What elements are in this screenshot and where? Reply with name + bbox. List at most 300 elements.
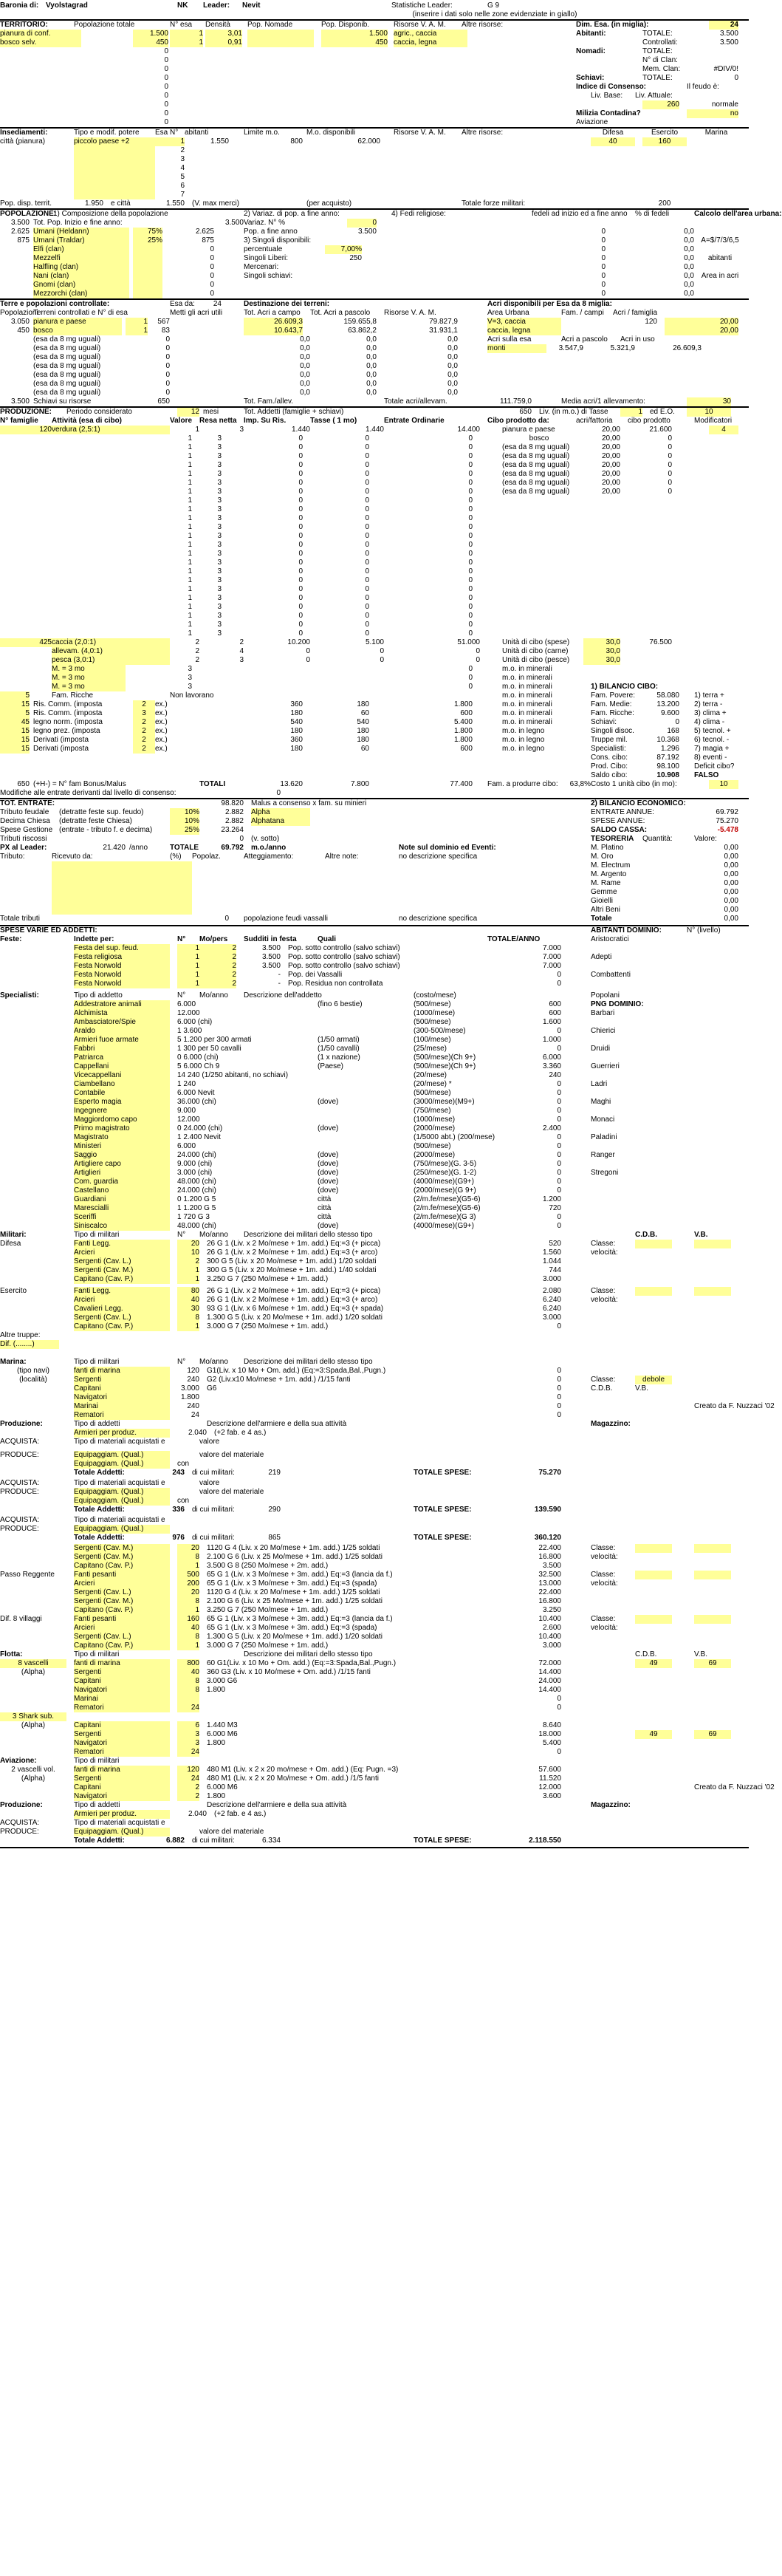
spec-name[interactable]: Esperto magia <box>74 1098 170 1107</box>
spec-desc: (1/50 cavalli) <box>318 1045 360 1053</box>
sheet-row <box>0 199 749 208</box>
spec-name[interactable]: Primo magistrato <box>74 1124 170 1133</box>
mil-n[interactable]: 20 <box>177 1544 199 1553</box>
spec-name[interactable]: Com. guardia <box>74 1178 170 1186</box>
prod-first[interactable]: verdura (2,5:1) <box>52 426 170 434</box>
classe-val[interactable] <box>635 1615 672 1624</box>
classe: Classe: <box>591 1376 616 1384</box>
terre-name[interactable]: pianura e paese <box>33 318 122 327</box>
spec-name[interactable]: Sceriffi <box>74 1213 170 1222</box>
comm-n[interactable]: 15 <box>0 727 30 736</box>
festa-mo[interactable]: 2 <box>199 944 236 953</box>
prod-first[interactable]: 1 <box>195 426 199 434</box>
flotta-n[interactable]: 24 <box>177 1704 199 1712</box>
pop-race[interactable]: Halfling (clan) <box>33 263 129 272</box>
comm-n[interactable]: 45 <box>0 718 30 727</box>
fedeli-perc: 0,0 <box>684 290 694 298</box>
spec-name[interactable]: Ciambellano <box>74 1080 170 1089</box>
mil-n[interactable]: 160 <box>177 1615 199 1624</box>
territorio-cell[interactable]: 1 <box>170 30 203 38</box>
mil-n[interactable]: 1 <box>177 1606 199 1615</box>
prod-caccia[interactable]: caccia (2,0:1) <box>52 638 170 647</box>
mar-name[interactable]: Navigatori <box>74 1393 170 1402</box>
festa-n[interactable]: 1 <box>177 962 199 971</box>
aviaz-n[interactable]: 120 <box>177 1766 199 1774</box>
entrate-pct[interactable]: 25% <box>170 826 199 835</box>
spec-name[interactable]: Marescialli <box>74 1204 170 1213</box>
terre-acrifam[interactable]: 20,00 <box>665 327 738 335</box>
shark-name[interactable]: Navigatori <box>74 1739 170 1748</box>
mil-n[interactable]: 1 <box>177 1641 199 1650</box>
mil-name[interactable]: Fanti Legg. <box>74 1240 170 1248</box>
trib-input[interactable] <box>52 906 170 915</box>
pop-perc[interactable]: 75% <box>133 228 162 236</box>
ed-val[interactable]: 10 <box>687 408 731 417</box>
spec-tot: 600 <box>549 1009 561 1017</box>
perc[interactable]: 7,00% <box>325 245 362 254</box>
terre-name[interactable]: bosco <box>33 327 122 335</box>
spec-name[interactable]: Cappellani <box>74 1062 170 1071</box>
trib-input[interactable] <box>170 870 192 879</box>
terre-esa8: (esa da 8 mg uguali) <box>33 371 101 379</box>
aviaz-n[interactable]: 2 <box>177 1792 199 1801</box>
baronia-name[interactable]: Vyolstagrad <box>46 1 88 10</box>
entrate-pct[interactable]: 10% <box>170 817 199 826</box>
bil-val: 58.080 <box>656 691 679 700</box>
equip[interactable]: Equipaggiam. (Qual.) <box>74 1451 170 1460</box>
flotta-desc: 3.000 G6 <box>207 1677 238 1685</box>
sv[interactable]: 49 <box>635 1730 672 1739</box>
territorio-cell[interactable]: agric., caccia <box>394 30 467 38</box>
comm-imp[interactable]: 2 <box>133 727 155 736</box>
insediamento-type[interactable] <box>74 173 155 182</box>
shark-n[interactable]: 6 <box>177 1721 199 1730</box>
spec-name[interactable]: Castellano <box>74 1186 170 1195</box>
territorio-cell[interactable]: 0,91 <box>205 38 242 47</box>
perc-fedeli: % di fedeli <box>635 210 670 218</box>
acquista: ACQUISTA: <box>0 1438 40 1446</box>
mil-n[interactable]: 20 <box>177 1240 199 1248</box>
flotta-n[interactable] <box>177 1695 199 1704</box>
territorio-cell[interactable]: 3,01 <box>205 30 242 38</box>
sv[interactable]: 69 <box>694 1730 731 1739</box>
mil-name[interactable]: Cavalieri Legg. <box>74 1305 170 1313</box>
prod-allevam[interactable]: 2 <box>195 647 199 655</box>
flotta-name[interactable]: fanti di marina <box>74 1659 170 1668</box>
terre-risorse[interactable]: V=3, caccia <box>487 318 561 327</box>
classe-val[interactable] <box>635 1240 672 1248</box>
variaz-val[interactable]: 0 <box>347 219 377 228</box>
flotta-n[interactable]: 800 <box>177 1659 199 1668</box>
territorio-cell[interactable] <box>247 30 314 38</box>
insediamento-name[interactable]: città (pianura) <box>0 137 46 146</box>
unita-cibo-v[interactable]: 30,0 <box>583 647 620 656</box>
spec-name[interactable]: Alchimista <box>74 1009 170 1018</box>
spec-name[interactable]: Artigliere capo <box>74 1160 170 1169</box>
shark-name[interactable]: Capitani <box>74 1721 170 1730</box>
mil-name[interactable]: Sergenti (Cav. M.) <box>74 1266 170 1275</box>
mil-name[interactable]: Sergenti (Cav. L.) <box>74 1588 170 1597</box>
pop-perc[interactable] <box>133 281 162 290</box>
mar-name[interactable]: Rematori <box>74 1411 170 1420</box>
mil-name[interactable]: Capitano (Cav. P.) <box>74 1322 170 1331</box>
spec-name[interactable]: Contabile <box>74 1089 170 1098</box>
pop-perc[interactable] <box>133 254 162 263</box>
unita-cibo-v[interactable]: 30,0 <box>583 638 620 647</box>
comm-imp[interactable]: 2 <box>133 745 155 754</box>
mil-name[interactable]: Sergenti (Cav. M.) <box>74 1553 170 1562</box>
mil-n[interactable]: 2 <box>177 1257 199 1266</box>
prod-pesca[interactable] <box>0 656 52 665</box>
mar-name[interactable]: Marinai <box>74 1402 170 1411</box>
territorio-cell[interactable]: bosco selv. <box>0 38 81 47</box>
debole[interactable]: debole <box>635 1376 672 1384</box>
cibo-mod[interactable]: 4 <box>709 426 738 434</box>
aviaz-name[interactable]: fanti di marina <box>74 1766 170 1774</box>
mil-name[interactable]: Arcieri <box>74 1624 170 1633</box>
equip[interactable]: Equipaggiam. (Qual.) <box>74 1488 170 1497</box>
comm-imp[interactable]: 3 <box>133 709 155 718</box>
trib-input[interactable] <box>170 888 192 897</box>
prod-pesca[interactable]: 3 <box>239 656 244 664</box>
costo[interactable]: 10 <box>709 780 738 789</box>
shark[interactable]: 3 Shark sub. <box>0 1712 66 1721</box>
vb-val[interactable] <box>694 1571 731 1579</box>
comm-imp[interactable]: 2 <box>133 736 155 745</box>
sheet-row <box>0 300 749 309</box>
insediamento-type[interactable] <box>74 164 155 173</box>
territorio-cell[interactable]: caccia, legna <box>394 38 467 47</box>
prod-caccia[interactable]: 2 <box>195 638 199 646</box>
flotta-name[interactable]: Marinai <box>74 1695 170 1704</box>
comm-n[interactable]: 15 <box>0 745 30 754</box>
festa-mo[interactable]: 2 <box>199 962 236 971</box>
spec-name[interactable]: Guardiani <box>74 1195 170 1204</box>
mil-name[interactable]: Sergenti (Cav. L.) <box>74 1633 170 1641</box>
mil-n[interactable]: 8 <box>177 1553 199 1562</box>
trib-input[interactable] <box>170 879 192 888</box>
trib-v: 0 <box>239 835 244 843</box>
spec-name[interactable]: Araldo <box>74 1027 170 1036</box>
mil-n[interactable]: 1 <box>177 1266 199 1275</box>
cibo-esa: (esa da 8 mg uguali) <box>502 452 570 460</box>
mil-name[interactable]: Sergenti (Cav. L.) <box>74 1313 170 1322</box>
aviaz-name[interactable]: Navigatori <box>74 1792 170 1801</box>
sheet-row <box>0 897 749 906</box>
dif[interactable]: Dif. (........) <box>0 1340 59 1349</box>
prod-val: 1 <box>188 514 192 522</box>
flotta-name[interactable]: Navigatori <box>74 1686 170 1695</box>
insediamento-type[interactable] <box>74 155 155 164</box>
trib-input[interactable] <box>170 861 192 870</box>
festa-mo[interactable]: 2 <box>199 980 236 988</box>
fv[interactable]: 69 <box>694 1659 731 1668</box>
flotta-tot: 0 <box>557 1695 561 1703</box>
fam-ricche-n[interactable]: 5 <box>0 691 30 700</box>
esercito-value[interactable]: 160 <box>642 137 687 146</box>
mil-n[interactable]: 10 <box>177 1248 199 1257</box>
flotta-name[interactable]: Sergenti <box>74 1668 170 1677</box>
vb-val[interactable] <box>694 1287 731 1296</box>
classe-val[interactable] <box>635 1571 672 1579</box>
mil-n[interactable]: 8 <box>177 1597 199 1606</box>
mil-n[interactable]: 8 <box>177 1633 199 1641</box>
festa-mo[interactable]: 2 <box>199 953 236 962</box>
shark-name[interactable]: Rematori <box>74 1748 170 1757</box>
terre-esa[interactable]: 1 <box>126 327 148 335</box>
mar-name[interactable]: fanti di marina <box>74 1367 170 1376</box>
flotta-n[interactable]: 8 <box>177 1686 199 1695</box>
prod-caccia[interactable]: 2 <box>239 638 244 646</box>
entrate-pct[interactable]: 10% <box>170 808 199 817</box>
shark-name[interactable]: Sergenti <box>74 1730 170 1739</box>
spec-name[interactable]: Ambasciatore/Spie <box>74 1018 170 1027</box>
vb-val[interactable] <box>694 1615 731 1624</box>
flotta-n[interactable]: 40 <box>177 1668 199 1677</box>
mineral[interactable]: M. = 3 mo <box>52 674 126 683</box>
bil2-label: SALDO CASSA: <box>591 826 648 834</box>
entrate-recv[interactable]: Alphatana <box>251 817 310 826</box>
prod-first[interactable]: 120 <box>0 426 52 434</box>
mil-n[interactable]: 500 <box>177 1571 199 1579</box>
mil-name[interactable]: Capitano (Cav. P.) <box>74 1606 170 1615</box>
periodo[interactable]: 12 <box>177 408 199 417</box>
mil-name[interactable]: Sergenti (Cav. L.) <box>74 1257 170 1266</box>
mil-n[interactable]: 200 <box>177 1579 199 1588</box>
sheet-row <box>0 532 749 541</box>
festa-name[interactable]: Festa del sup. feud. <box>74 944 170 953</box>
insediamento-type[interactable] <box>74 182 155 191</box>
territorio-cell[interactable]: 1 <box>170 38 203 47</box>
spec-n: 12.000 <box>177 1009 200 1017</box>
terre-acrifam[interactable]: 20,00 <box>665 318 738 327</box>
mil-name[interactable]: Capitano (Cav. P.) <box>74 1275 170 1284</box>
leader-name[interactable]: Nevit <box>242 1 261 10</box>
sheet-row <box>0 745 749 754</box>
vb-val[interactable] <box>694 1240 731 1248</box>
pop-race[interactable]: Gnomi (clan) <box>33 281 129 290</box>
pop-perc[interactable] <box>133 272 162 281</box>
spec-tot: 6.000 <box>542 1053 561 1062</box>
mil-n[interactable]: 1 <box>177 1275 199 1284</box>
prod-allevam[interactable] <box>0 647 52 656</box>
festa-n[interactable]: 1 <box>177 980 199 988</box>
comm-imp[interactable]: 2 <box>133 718 155 727</box>
mil-name[interactable]: Sergenti (Cav. M.) <box>74 1544 170 1553</box>
comm-n[interactable]: 5 <box>0 709 30 718</box>
prod-pesca[interactable]: 2 <box>195 656 199 664</box>
armieri[interactable]: Armieri per produz. <box>74 1429 170 1438</box>
spec-name[interactable]: Addestratore animali <box>74 1000 170 1009</box>
equip[interactable]: Equipaggiam. (Qual.) <box>74 1497 170 1506</box>
equip[interactable]: Equipaggiam. (Qual.) <box>74 1828 170 1837</box>
mil-n[interactable]: 80 <box>177 1287 199 1296</box>
abit-cat: Paladini <box>591 1133 617 1141</box>
fv[interactable]: 49 <box>635 1659 672 1668</box>
festa-n[interactable]: 1 <box>177 971 199 980</box>
prod-val: 1 <box>188 594 192 602</box>
aviaz-name[interactable]: Sergenti <box>74 1774 170 1783</box>
spec-name[interactable]: Fabbri <box>74 1045 170 1053</box>
trib-input[interactable] <box>170 897 192 906</box>
classe-val[interactable] <box>635 1544 672 1553</box>
classe-val[interactable] <box>635 1287 672 1296</box>
mil-n[interactable]: 20 <box>177 1588 199 1597</box>
mil-n[interactable]: 30 <box>177 1305 199 1313</box>
entrate-recv[interactable]: Alpha <box>251 808 310 817</box>
spec-name[interactable]: Ministeri <box>74 1142 170 1151</box>
shark-n[interactable]: 3 <box>177 1739 199 1748</box>
terre-esa[interactable]: 1 <box>126 318 148 327</box>
shark-n[interactable]: 3 <box>177 1730 199 1739</box>
flotta-name[interactable]: Rematori <box>74 1704 170 1712</box>
territorio-cell[interactable]: 1.500 <box>133 30 168 38</box>
festa-name[interactable]: Festa Norwold <box>74 980 170 988</box>
tesoro-val: 0,00 <box>724 906 738 914</box>
mil-n[interactable]: 8 <box>177 1313 199 1322</box>
comm-n[interactable]: 15 <box>0 700 30 709</box>
festa-name[interactable]: Festa Norwold <box>74 962 170 971</box>
sheet-row <box>0 1000 749 1009</box>
prod-allevam[interactable]: 4 <box>239 647 244 655</box>
prod-tasse: 0 <box>365 514 369 522</box>
spec-name[interactable]: Armieri fuoe armate <box>74 1036 170 1045</box>
insediamento-type[interactable] <box>74 146 155 155</box>
vb-val[interactable] <box>694 1544 731 1553</box>
pop-race[interactable]: Mezzorchi (clan) <box>33 290 129 298</box>
unita-cibo-v[interactable]: 30,0 <box>583 656 620 665</box>
sheet-row <box>0 417 749 426</box>
festa-n[interactable]: 1 <box>177 944 199 953</box>
mil-name[interactable]: Sergenti (Cav. M.) <box>74 1597 170 1606</box>
sheet-row <box>0 426 749 434</box>
shark-n[interactable]: 24 <box>177 1748 199 1757</box>
territorio-cell[interactable]: pianura di conf. <box>0 30 81 38</box>
pop-race[interactable]: Mezzelfi <box>33 254 129 263</box>
territorio-cell[interactable]: 450 <box>133 38 168 47</box>
acri-monti[interactable]: monti <box>487 344 546 353</box>
spec-name[interactable]: Maggiordomo capo <box>74 1116 170 1124</box>
mil-n[interactable]: 1 <box>177 1322 199 1331</box>
mil-name[interactable]: Capitano (Cav. P.) <box>74 1562 170 1571</box>
prod-caccia[interactable]: 425 <box>0 638 52 647</box>
spec-name[interactable]: Artiglieri <box>74 1169 170 1178</box>
spec-name[interactable]: Magistrato <box>74 1133 170 1142</box>
prod-first[interactable]: 3 <box>239 426 244 434</box>
comm-n[interactable]: 15 <box>0 736 30 745</box>
trib-input[interactable] <box>52 870 170 879</box>
trib-input[interactable] <box>52 897 170 906</box>
pop-perc[interactable] <box>133 290 162 298</box>
mil-name[interactable]: Arcieri <box>74 1248 170 1257</box>
vascelli[interactable]: 8 vascelli <box>0 1659 66 1668</box>
pop-perc[interactable] <box>133 245 162 254</box>
trib-input[interactable] <box>52 861 170 870</box>
dim-value[interactable]: 24 <box>709 21 738 30</box>
aviaz-n[interactable]: 24 <box>177 1774 199 1783</box>
terre-risorse[interactable]: caccia, legna <box>487 327 561 335</box>
spec-name[interactable]: Siniscalco <box>74 1222 170 1231</box>
mineral[interactable]: M. = 3 mo <box>52 665 126 674</box>
mil-desc: 3.250 G 7 (250 Mo/mese + 1m. add.) <box>207 1275 329 1283</box>
mar-name[interactable]: Capitani <box>74 1384 170 1393</box>
trib-input[interactable] <box>52 879 170 888</box>
mineral[interactable]: M. = 3 mo <box>52 683 126 691</box>
armieri[interactable]: Armieri per produz. <box>74 1810 170 1819</box>
pop-race[interactable]: Nani (clan) <box>33 272 129 281</box>
mil-tot: 16.800 <box>538 1553 561 1561</box>
sheet-row <box>0 656 749 665</box>
flotta-n[interactable]: 8 <box>177 1677 199 1686</box>
sheet-row <box>0 1305 749 1313</box>
flotta-name[interactable]: Capitani <box>74 1677 170 1686</box>
trib-input[interactable] <box>170 906 192 915</box>
prod-allevam[interactable]: allevam. (4,0:1) <box>52 647 170 656</box>
insediamento-esa[interactable]: 1 <box>155 137 185 146</box>
prod-tasse: 0 <box>365 585 369 593</box>
mil-name[interactable]: Arcieri <box>74 1579 170 1588</box>
bil-label: Prod. Cibo: <box>591 762 628 771</box>
sheet-row <box>0 335 749 344</box>
prod-pesca[interactable]: pesca (3,0:1) <box>52 656 170 665</box>
mil-name[interactable]: Fanti pesanti <box>74 1615 170 1624</box>
equip[interactable]: Equipaggiam. (Qual.) <box>74 1460 170 1469</box>
festa-name[interactable]: Festa Norwold <box>74 971 170 980</box>
mil-n[interactable]: 40 <box>177 1296 199 1305</box>
pop-race[interactable]: Umani (Traldar) <box>33 236 129 245</box>
terre-acri[interactable]: 10.643,7 <box>244 327 303 335</box>
insediamento-type[interactable]: piccolo paese +2 <box>74 137 155 146</box>
pop-race[interactable]: Umani (Heldann) <box>33 228 129 236</box>
mil-n[interactable]: 40 <box>177 1624 199 1633</box>
festa-sudditi: - <box>278 980 281 988</box>
territorio-cell[interactable]: 1.500 <box>321 30 388 38</box>
territorio-cell[interactable] <box>247 38 314 47</box>
mil-name[interactable]: Arcieri <box>74 1296 170 1305</box>
insediamento-type[interactable] <box>74 191 155 199</box>
trib-input[interactable] <box>52 888 170 897</box>
terre-acri[interactable]: 26.609,3 <box>244 318 303 327</box>
spec-name[interactable]: Vicecappellani <box>74 1071 170 1080</box>
mil-name[interactable]: Capitano (Cav. P.) <box>74 1641 170 1650</box>
prod-tasse: 0 <box>365 479 369 487</box>
comm-imp[interactable]: 2 <box>133 700 155 709</box>
pop-race[interactable]: Elfi (clan) <box>33 245 129 254</box>
pop-perc[interactable]: 25% <box>133 236 162 245</box>
aviaz-n[interactable]: 2 <box>177 1783 199 1792</box>
media[interactable]: 30 <box>687 397 731 406</box>
festa-mo[interactable]: 2 <box>199 971 236 980</box>
mil-name[interactable]: Fanti pesanti <box>74 1571 170 1579</box>
mil-desc: 26 G 1 (Liv. x 2 Mo/mese + 1m. add.) Eq:=3 (+ picca) <box>207 1287 381 1295</box>
aviaz-name[interactable]: Capitani <box>74 1783 170 1792</box>
mil-n[interactable]: 1 <box>177 1562 199 1571</box>
difesa-value[interactable]: 40 <box>591 137 635 146</box>
spec-name[interactable]: Ingegnere <box>74 1107 170 1116</box>
pop-perc[interactable] <box>133 263 162 272</box>
territorio-cell[interactable]: 450 <box>321 38 388 47</box>
equip[interactable]: Equipaggiam. (Qual.) <box>74 1525 170 1534</box>
dim-field: Il feudo è: <box>687 83 719 91</box>
spec-name[interactable]: Saggio <box>74 1151 170 1160</box>
liv-val[interactable]: 1 <box>620 408 642 417</box>
festa-name[interactable]: Festa religiosa <box>74 953 170 962</box>
mar-name[interactable]: Sergenti <box>74 1376 170 1384</box>
mil-name[interactable]: Fanti Legg. <box>74 1287 170 1296</box>
pop-tot: 3.500 <box>10 219 30 227</box>
spec-name[interactable]: Patriarca <box>74 1053 170 1062</box>
festa-n[interactable]: 1 <box>177 953 199 962</box>
